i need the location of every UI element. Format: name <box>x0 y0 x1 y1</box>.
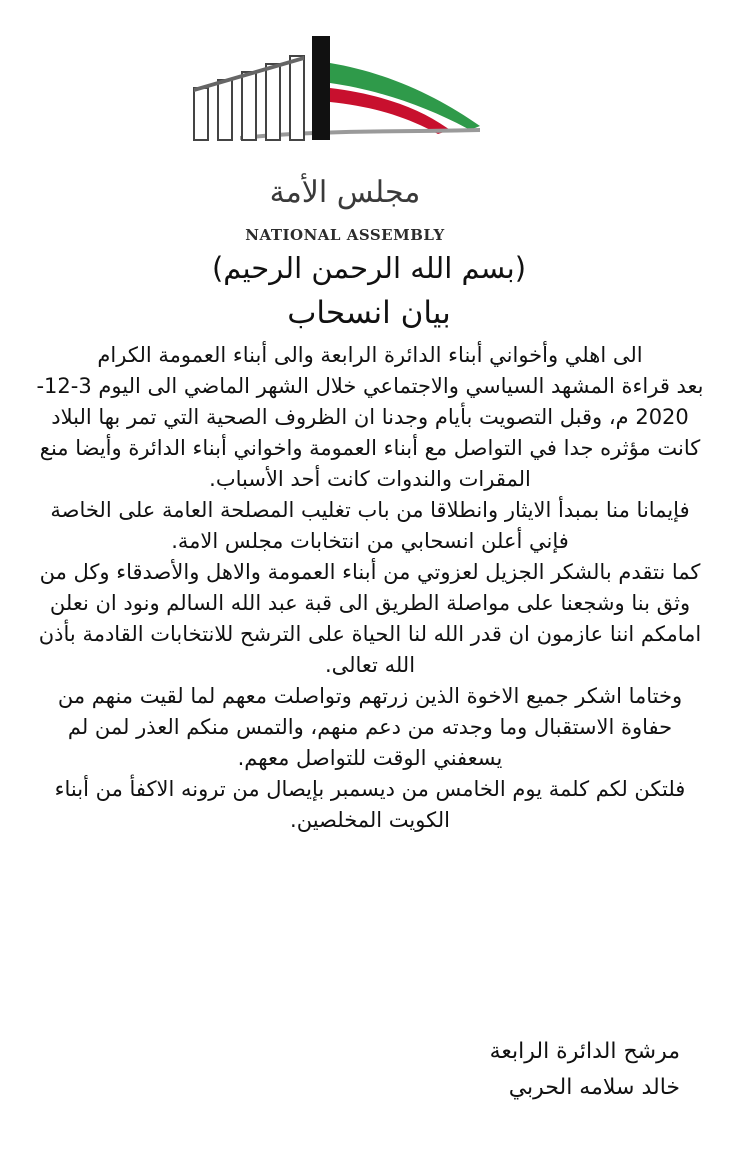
signature-role: مرشح الدائرة الرابعة <box>489 1039 680 1064</box>
paragraph-announcement: فإيمانا منا بمبدأ الايثار وانطلاقا من باب تغليب المصلحة العامة على الخاصة فإني أعلن انسحابي من انتخابات مجلس الامة. <box>50 498 690 553</box>
signature-block <box>380 1034 680 1106</box>
logo-arabic-name: مجلس الأمة <box>269 175 421 210</box>
national-assembly-logo <box>180 28 510 244</box>
paragraph-vote-call: فلتكن لكم كلمة يوم الخامس من ديسمبر بإيصال من ترونه الاكفأ من أبناء الكويت المخلصين. <box>54 777 686 832</box>
signature-name: خالد سلامه الحربي <box>508 1075 680 1100</box>
paragraph-thanks: كما نتقدم بالشكر الجزيل لعزوتي من أبناء العمومة والاهل والأصدقاء وكل من وثق بنا وشجعنا على مواصلة الطريق الى قبة عبد الله السالم ونود ان نعلن امامكم اننا عازمون ان قدر الله لنا الحياة على الترشح للانتخابات القادمة بأذن الله تعالى. <box>38 560 702 677</box>
paragraph-context: بعد قراءة المشهد السياسي والاجتماعي خلال الشهر الماضي الى اليوم 3-12-2020 م، وقبل التصويت بأيام وجدنا ان الظروف الصحية التي تمر بها البلاد كانت مؤثره جدا في التواصل مع أبناء العمومة واخواني أبناء الدائرة وأيضا منع المقرات والندوات كانت أحد الأسباب. <box>36 374 704 491</box>
paragraph-closing: وختاما اشكر جميع الاخوة الذين زرتهم وتواصلت معهم لما لقيت منهم من حفاوة الاستقبال وما وجدته من دعم منهم، والتمس منكم العذر لمن لم يسعفني الوقت للتواصل معهم. <box>57 684 683 770</box>
logo-english-name: NATIONAL ASSEMBLY <box>245 226 445 244</box>
paragraph-greeting: الى اهلي وأخواني أبناء الدائرة الرابعة والى أبناء العمومة الكرام <box>97 343 643 367</box>
statement-body <box>30 340 710 836</box>
basmala: (بسم الله الرحمن الرحيم) <box>211 251 527 285</box>
statement-title: بيان انسحاب <box>287 295 451 331</box>
parliament-building-icon <box>180 28 510 178</box>
